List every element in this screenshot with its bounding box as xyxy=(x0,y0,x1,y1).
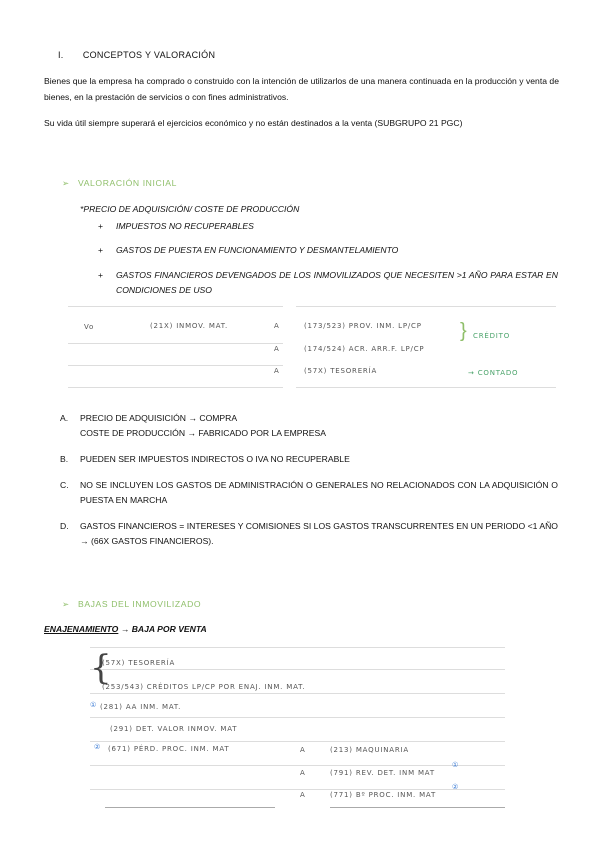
hw-credit-1: (173/523) PROV. INM. LP/CP xyxy=(304,322,422,330)
baja-venta-label: → BAJA POR VENTA xyxy=(118,624,207,634)
note-item-d xyxy=(60,519,558,549)
hw-line-1: (57X) TESORERÍA xyxy=(102,659,176,667)
hw-vo: Vo xyxy=(84,323,95,331)
brace-icon: { xyxy=(90,648,112,688)
section-title: CONCEPTOS Y VALORACIÓN xyxy=(82,50,216,60)
mark-two-icon: ② xyxy=(452,783,460,791)
bullet-item xyxy=(98,219,558,234)
plus-icon: + xyxy=(98,270,104,280)
bajas-heading xyxy=(62,599,201,610)
valoracion-subtitle: *PRECIO DE ADQUISICIÓN/ COSTE DE PRODUCCIÓN xyxy=(80,204,300,214)
plus-icon: + xyxy=(98,245,104,255)
hw-line-4: (291) DET. VALOR INMOV. MAT xyxy=(110,725,238,733)
note-letter: A. xyxy=(60,413,69,423)
brace-icon: } xyxy=(460,320,467,342)
bullet-item xyxy=(98,268,558,298)
hw-debit: (21X) INMOV. MAT. xyxy=(150,322,229,330)
mark-two-icon: ② xyxy=(94,743,102,751)
note-text: PRECIO DE ADQUISICIÓN → COMPRA xyxy=(80,413,238,423)
intro-paragraph-1: Bienes que la empresa ha comprado o construido con la intención de utilizarlos de una manera continuada en la producción y venta de bienes, en la prestación de servicios o con fines administrativos. xyxy=(44,76,559,102)
hw-contado-note: → CONTADO xyxy=(468,369,519,377)
intro-paragraph-2: Su vida útil siempre superará el ejercicios económico y no están destinados a la venta (SUBGRUPO 21 PGC) xyxy=(44,118,463,128)
plus-icon: + xyxy=(98,221,104,231)
handwritten-entry-bajas xyxy=(90,645,505,815)
hw-line-3: (281) AA INM. MAT. xyxy=(100,703,182,711)
bullet-text: GASTOS FINANCIEROS DEVENGADOS DE LOS INMOVILIZADOS QUE NECESITEN >1 AÑO PARA ESTAR EN CONDICIONES DE USO xyxy=(116,270,558,295)
note-text: NO SE INCLUYEN LOS GASTOS DE ADMINISTRACIÓN O GENERALES NO RELACIONADOS CON LA ADQUISICIÓN O PUESTA EN MARCHA xyxy=(80,480,558,505)
section-number: I. xyxy=(58,50,64,60)
hw-credit-note: CRÉDITO xyxy=(473,332,511,340)
handwritten-entry-valoracion xyxy=(68,303,558,395)
note-item-a xyxy=(60,411,558,441)
note-item-c xyxy=(60,478,558,508)
bajas-subtitle xyxy=(44,624,207,634)
valoracion-heading xyxy=(62,178,177,189)
note-letter: D. xyxy=(60,521,69,531)
hw-a: A xyxy=(300,769,306,777)
bajas-heading-text: BAJAS DEL INMOVILIZADO xyxy=(78,599,202,609)
hw-a: A xyxy=(274,345,280,353)
note-item-b xyxy=(60,452,558,467)
hw-right-3: (771) Bº PROC. INM. MAT xyxy=(330,791,437,799)
bullet-item xyxy=(98,243,558,258)
hw-a: A xyxy=(274,322,280,330)
hw-credit-3: (57X) TESORERÍA xyxy=(304,367,378,375)
hw-a: A xyxy=(300,746,306,754)
note-text: GASTOS FINANCIEROS = INTERESES Y COMISIONES SI LOS GASTOS TRANSCURRENTES EN UN PERIODO <1 AÑO → (66X GASTOS FINANCIEROS). xyxy=(80,521,558,546)
hw-right-2: (791) REV. DET. INM MAT xyxy=(330,769,435,777)
section-heading xyxy=(58,50,215,60)
note-text: PUEDEN SER IMPUESTOS INDIRECTOS O IVA NO RECUPERABLE xyxy=(80,454,350,464)
hw-line-2: (253/543) CRÉDITOS LP/CP POR ENAJ. INM. MAT. xyxy=(102,683,306,691)
bullet-text: GASTOS DE PUESTA EN FUNCIONAMIENTO Y DESMANTELAMIENTO xyxy=(116,245,399,255)
enajenamiento-label: ENAJENAMIENTO xyxy=(44,624,119,634)
note-letter: B. xyxy=(60,454,69,464)
hw-a: A xyxy=(274,367,280,375)
bullet-text: IMPUESTOS NO RECUPERABLES xyxy=(116,221,254,231)
hw-a: A xyxy=(300,791,306,799)
hw-right-1: (213) MAQUINARIA xyxy=(330,746,409,754)
arrow-bullet-icon: ➢ xyxy=(62,599,70,609)
hw-line-5: (671) PÉRD. PROC. INM. MAT xyxy=(108,745,230,753)
valoracion-heading-text: VALORACIÓN INICIAL xyxy=(78,178,177,188)
mark-one-icon: ① xyxy=(90,701,98,709)
mark-one-icon: ① xyxy=(452,761,460,769)
arrow-bullet-icon: ➢ xyxy=(62,178,70,188)
note-letter: C. xyxy=(60,480,69,490)
hw-credit-2: (174/524) ACR. ARR.F. LP/CP xyxy=(304,345,425,353)
note-text-2: COSTE DE PRODUCCIÓN → FABRICADO POR LA EMPRESA xyxy=(80,428,326,438)
